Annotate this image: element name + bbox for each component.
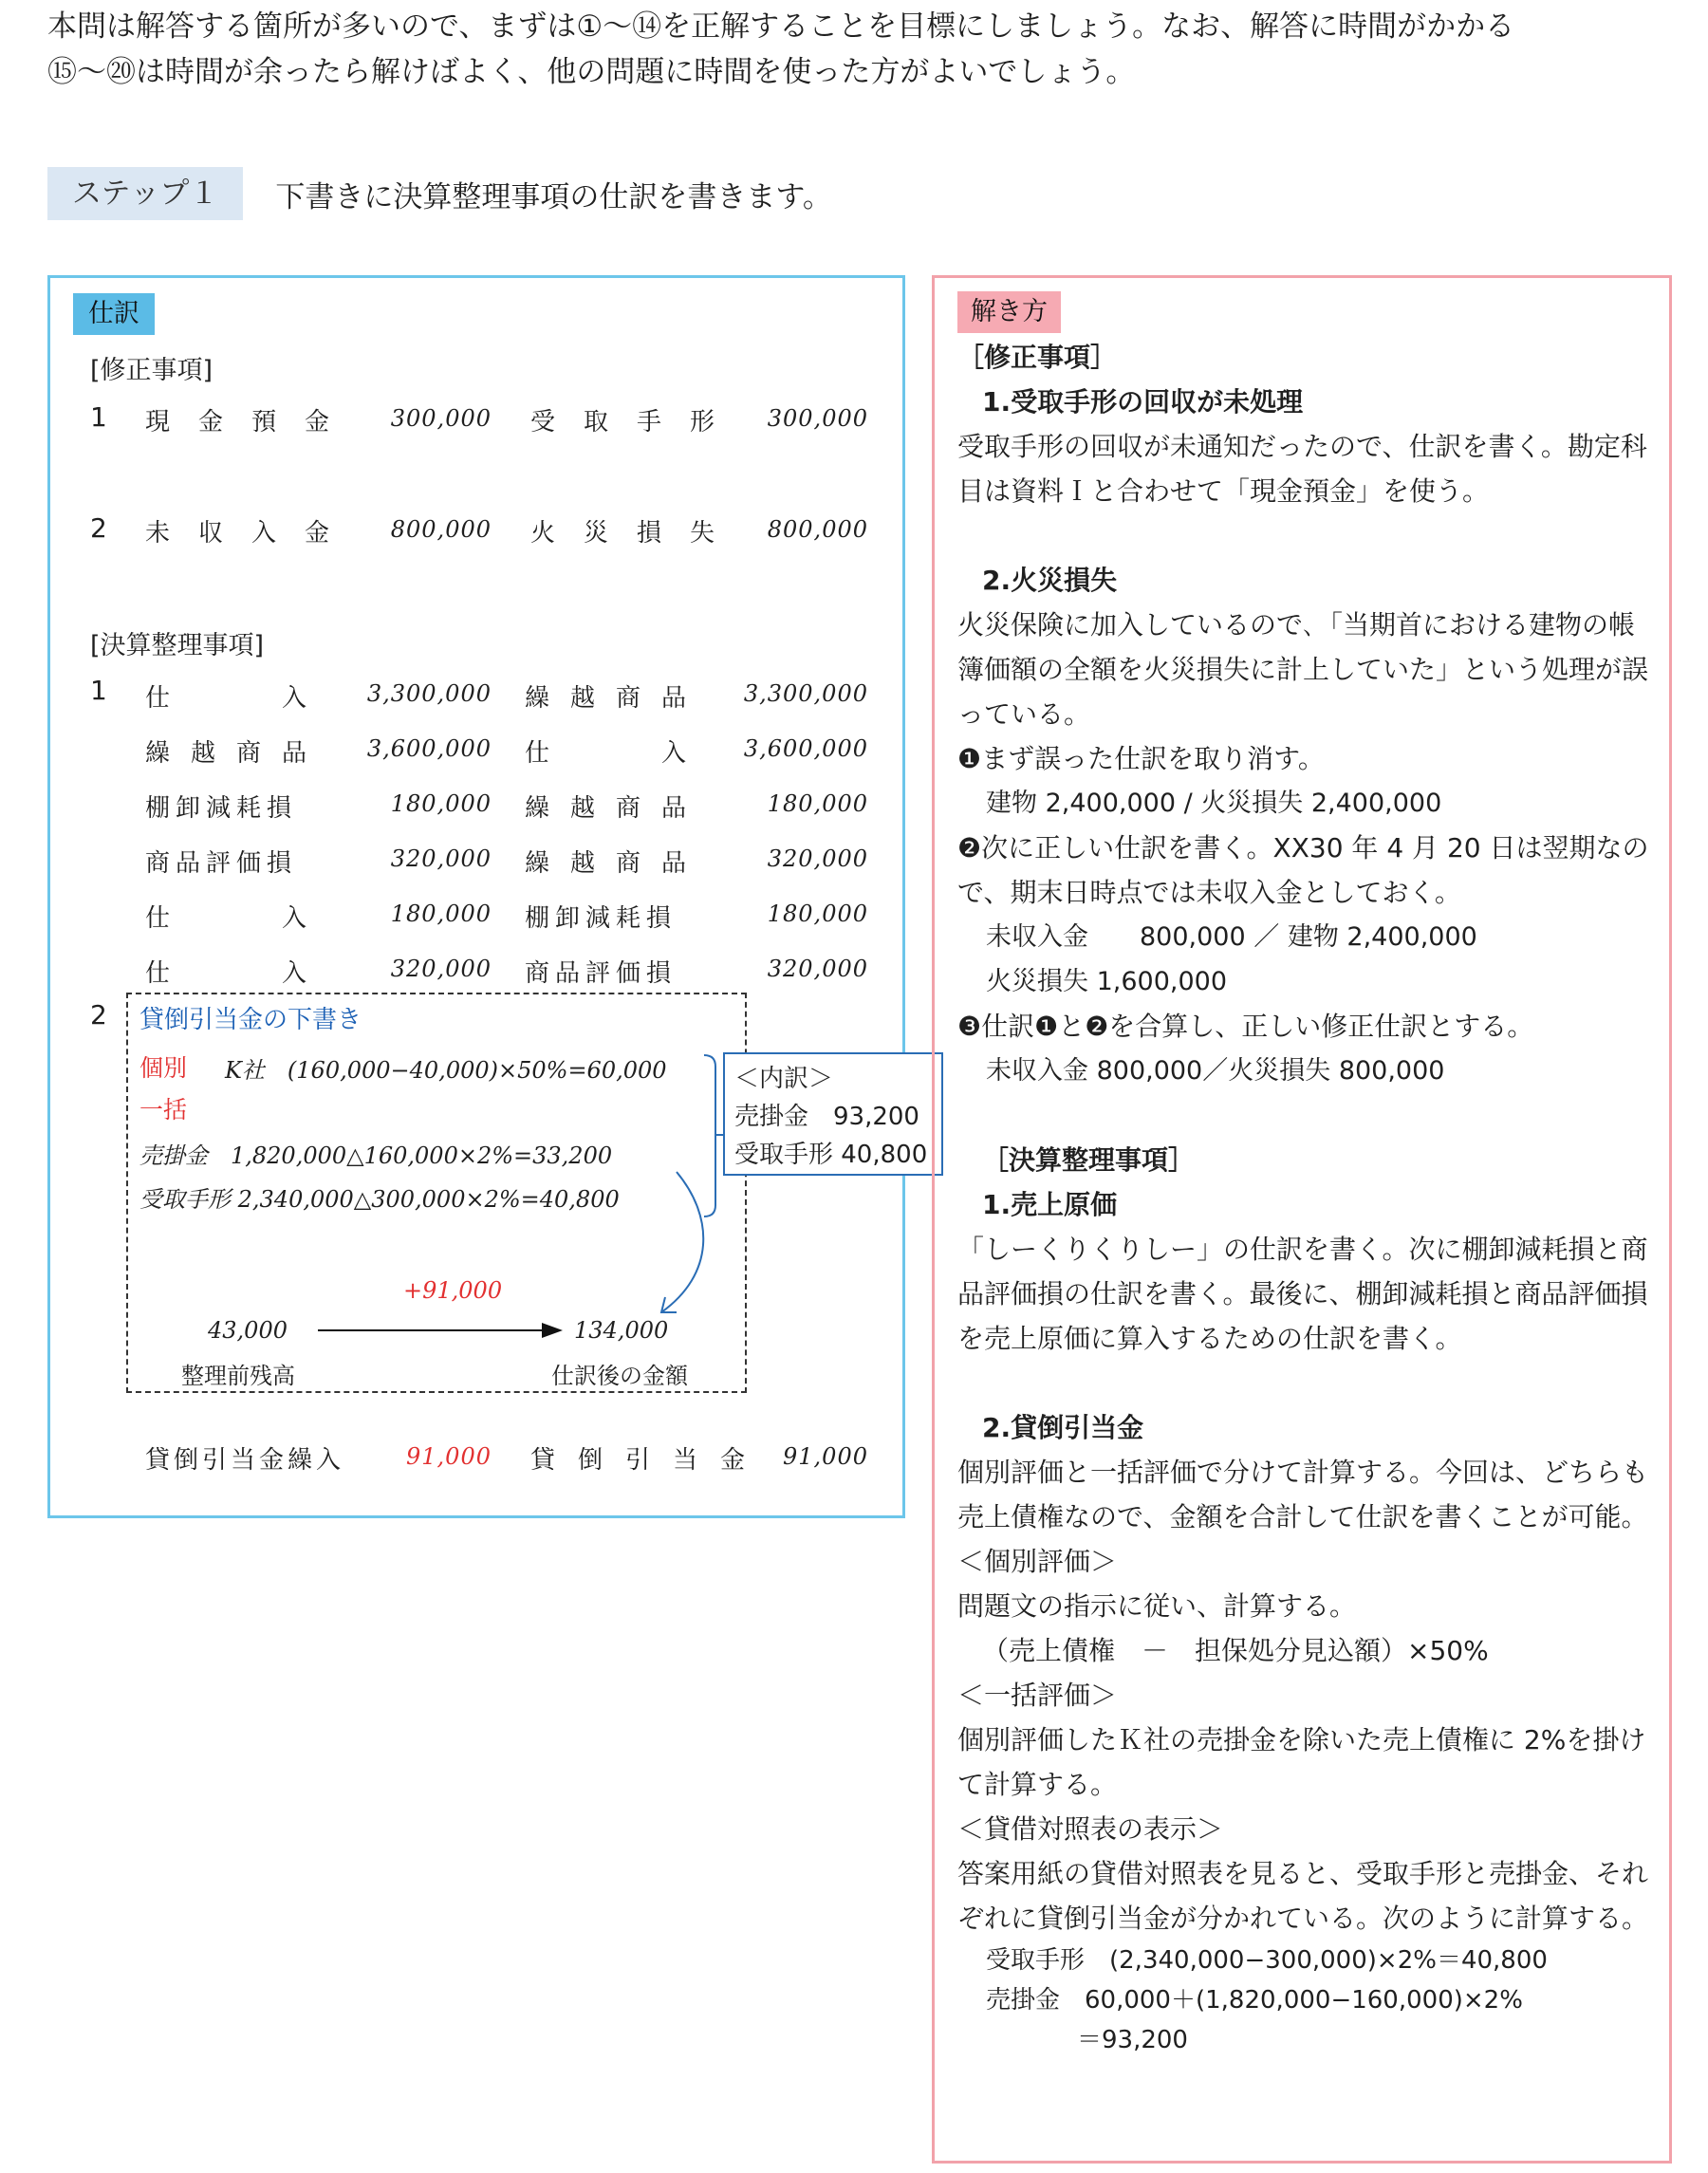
closing-5-credit: 棚卸減耗損 — [525, 904, 678, 933]
explanation-panel — [932, 275, 1672, 2164]
closing-3-debit-amount: 180,000 — [390, 790, 492, 817]
closing-4-debit-amount: 320,000 — [390, 845, 492, 872]
correction-2-credit-amount: 800,000 — [767, 516, 868, 543]
final-credit-amount: 91,000 — [783, 1443, 868, 1470]
urikake-calc: 売掛金 1,820,000△160,000×2%=33,200 — [139, 1142, 613, 1169]
calc-line-2: 売掛金 60,000＋(1,820,000−160,000)×2% — [986, 1986, 1523, 2015]
item3-text: 「しーくりくりしー」の仕訳を書く。次に棚卸減耗損と商品評価損の仕訳を書く。最後に、棚卸減耗損と商品評価損を売上原価に算入するための仕訳を書く。 — [957, 1234, 1648, 1354]
closing-2-credit: 仕 入 — [525, 739, 696, 768]
arrow-icon — [318, 1319, 565, 1342]
correction-no-2: 2 — [90, 512, 107, 544]
ikkatsu-heading: ＜一括評価＞ — [957, 1680, 1118, 1711]
item1-title: 1.受取手形の回収が未処理 — [982, 386, 1304, 418]
final-debit-amount: 91,000 — [406, 1443, 492, 1470]
item1-text: 受取手形の回収が未通知だったので、仕訳を書く。勘定科目は資料Ｉと合わせて「現金預金」を使う。 — [957, 431, 1647, 507]
kobetsu-calc: K社 (160,000−40,000)×50%=60,000 — [225, 1057, 667, 1084]
step2-entry-2: 火災損失 1,600,000 — [986, 967, 1227, 996]
explanation-badge: 解き方 — [957, 291, 1061, 333]
bs-text: 答案用紙の貸借対照表を見ると、受取手形と売掛金、それぞれに貸倒引当金が分かれている。次のように計算する。 — [957, 1858, 1649, 1934]
item3-title: 1.売上原価 — [982, 1189, 1118, 1220]
uketori-calc: 受取手形 2,340,000△300,000×2%=40,800 — [139, 1186, 620, 1213]
correction-2-debit-amount: 800,000 — [390, 516, 492, 543]
after-amount: 134,000 — [574, 1317, 669, 1344]
after-label: 仕訳後の金額 — [551, 1363, 688, 1389]
step2-text: ❷次に正しい仕訳を書く。XX30 年 4 月 20 日は翌期なので、期末日時点では未収入金としておく。 — [957, 832, 1649, 908]
closing-6-debit-amount: 320,000 — [390, 956, 492, 982]
explanation-body-top — [957, 335, 1650, 2060]
closing-5-debit-amount: 180,000 — [390, 901, 492, 927]
correction-header: ［修正事項］ — [957, 342, 1118, 373]
closing-1-credit-amount: 3,300,000 — [743, 680, 868, 707]
step-heading — [47, 167, 832, 220]
final-debit: 貸倒引当金繰入 — [145, 1446, 345, 1475]
increase-amount: +91,000 — [403, 1277, 503, 1304]
kobetsu-formula: （売上債権 － 担保処分見込額）×50% — [982, 1635, 1489, 1666]
kobetsu-heading: ＜個別評価＞ — [957, 1546, 1118, 1577]
correction-1-credit-amount: 300,000 — [767, 405, 868, 432]
curved-arrow-icon — [658, 1170, 733, 1322]
step1-text: ❶まず誤った仕訳を取り消す。 — [957, 743, 1325, 774]
closing-6-debit: 仕 入 — [145, 959, 317, 988]
closing-2-credit-amount: 3,600,000 — [743, 735, 868, 762]
closing-3-credit-amount: 180,000 — [767, 790, 868, 817]
item4-title: 2.貸倒引当金 — [982, 1412, 1144, 1443]
ikkatsu-label: 一括 — [139, 1096, 188, 1124]
correction-2-debit: 未収入金 — [145, 519, 359, 548]
calc-line-3: ＝93,200 — [1077, 2026, 1188, 2054]
closing-2-debit-amount: 3,600,000 — [366, 735, 492, 762]
step3-entry: 未収入金 800,000／火災損失 800,000 — [986, 1056, 1445, 1086]
journal-badge: 仕訳 — [73, 293, 155, 335]
intro-line-1: 本問は解答する箇所が多いので、まずは①〜⑭を正解することを目標にしましょう。なお、解答に時間がかかる — [47, 9, 1515, 44]
closing-3-debit: 棚卸減耗損 — [145, 794, 298, 823]
closing-1-debit: 仕 入 — [145, 684, 317, 713]
step-badge: ステップ１ — [47, 167, 243, 220]
closing-2-debit: 繰越商品 — [145, 739, 328, 768]
correction-1-debit: 現金預金 — [145, 408, 359, 436]
closing-4-credit-amount: 320,000 — [767, 845, 868, 872]
closing-3-credit: 繰越商品 — [525, 794, 708, 823]
correction-1-debit-amount: 300,000 — [390, 405, 492, 432]
closing-5-debit: 仕 入 — [145, 904, 317, 933]
correction-label: [修正事項] — [90, 356, 214, 385]
correction-no-1: 1 — [90, 401, 107, 433]
bs-heading: ＜貸借対照表の表示＞ — [957, 1813, 1224, 1845]
intro-line-2: ⑮〜⑳は時間が余ったら解けばよく、他の問題に時間を使った方がよいでしょう。 — [47, 55, 1136, 89]
breakdown-line-1: 売掛金 93,200 — [734, 1103, 919, 1131]
step2-entry-1: 未収入金 800,000 ／ 建物 2,400,000 — [986, 922, 1477, 952]
breakdown-title: ＜内訳＞ — [734, 1065, 834, 1093]
closing-6-credit: 商品評価損 — [525, 959, 678, 988]
closing-4-credit: 繰越商品 — [525, 849, 708, 878]
kobetsu-text: 問題文の指示に従い、計算する。 — [957, 1590, 1357, 1622]
breakdown-line-2: 受取手形 40,800 — [734, 1141, 928, 1169]
kobetsu-label: 個別 — [139, 1054, 188, 1082]
correction-2-credit: 火災損失 — [530, 519, 744, 548]
closing-1-debit-amount: 3,300,000 — [366, 680, 492, 707]
breakdown-box — [723, 1052, 943, 1176]
item4-text: 個別評価と一括評価で分けて計算する。今回は、どちらも売上債権なので、金額を合計して仕訳を書くことが可能。 — [957, 1457, 1649, 1532]
journal-panel — [47, 275, 928, 1518]
item2-title: 2.火災損失 — [982, 565, 1118, 596]
intro-text — [47, 4, 1680, 95]
draft-title: 貸倒引当金の下書き — [139, 1006, 362, 1034]
step1-entry: 建物 2,400,000 / 火災損失 2,400,000 — [986, 789, 1442, 818]
ikkatsu-text: 個別評価したＫ社の売掛金を除いた売上債権に 2%を掛けて計算する。 — [957, 1724, 1646, 1800]
closing-1-credit: 繰越商品 — [525, 684, 708, 713]
final-credit: 貸倒引当金 — [530, 1446, 769, 1475]
before-amount: 43,000 — [208, 1317, 288, 1344]
step3-text: ❸仕訳❶と❷を合算し、正しい修正仕訳とする。 — [957, 1011, 1534, 1042]
correction-1-credit: 受取手形 — [530, 408, 744, 436]
closing-4-debit: 商品評価損 — [145, 849, 298, 878]
closing-6-credit-amount: 320,000 — [767, 956, 868, 982]
closing-header: ［決算整理事項］ — [982, 1144, 1196, 1176]
step-text: 下書きに決算整理事項の仕訳を書きます。 — [275, 179, 832, 214]
closing-no-1: 1 — [90, 675, 107, 706]
closing-label: [決算整理事項] — [90, 631, 265, 660]
closing-no-2: 2 — [90, 999, 107, 1031]
before-label: 整理前残高 — [181, 1363, 295, 1389]
item2-text: 火災保険に加入しているので､「当期首における建物の帳簿価額の全額を火災損失に計上していた」という処理が誤っている。 — [957, 609, 1649, 730]
allowance-draft-box — [126, 993, 747, 1393]
closing-5-credit-amount: 180,000 — [767, 901, 868, 927]
calc-line-1: 受取手形 (2,340,000−300,000)×2%＝40,800 — [986, 1946, 1548, 1975]
